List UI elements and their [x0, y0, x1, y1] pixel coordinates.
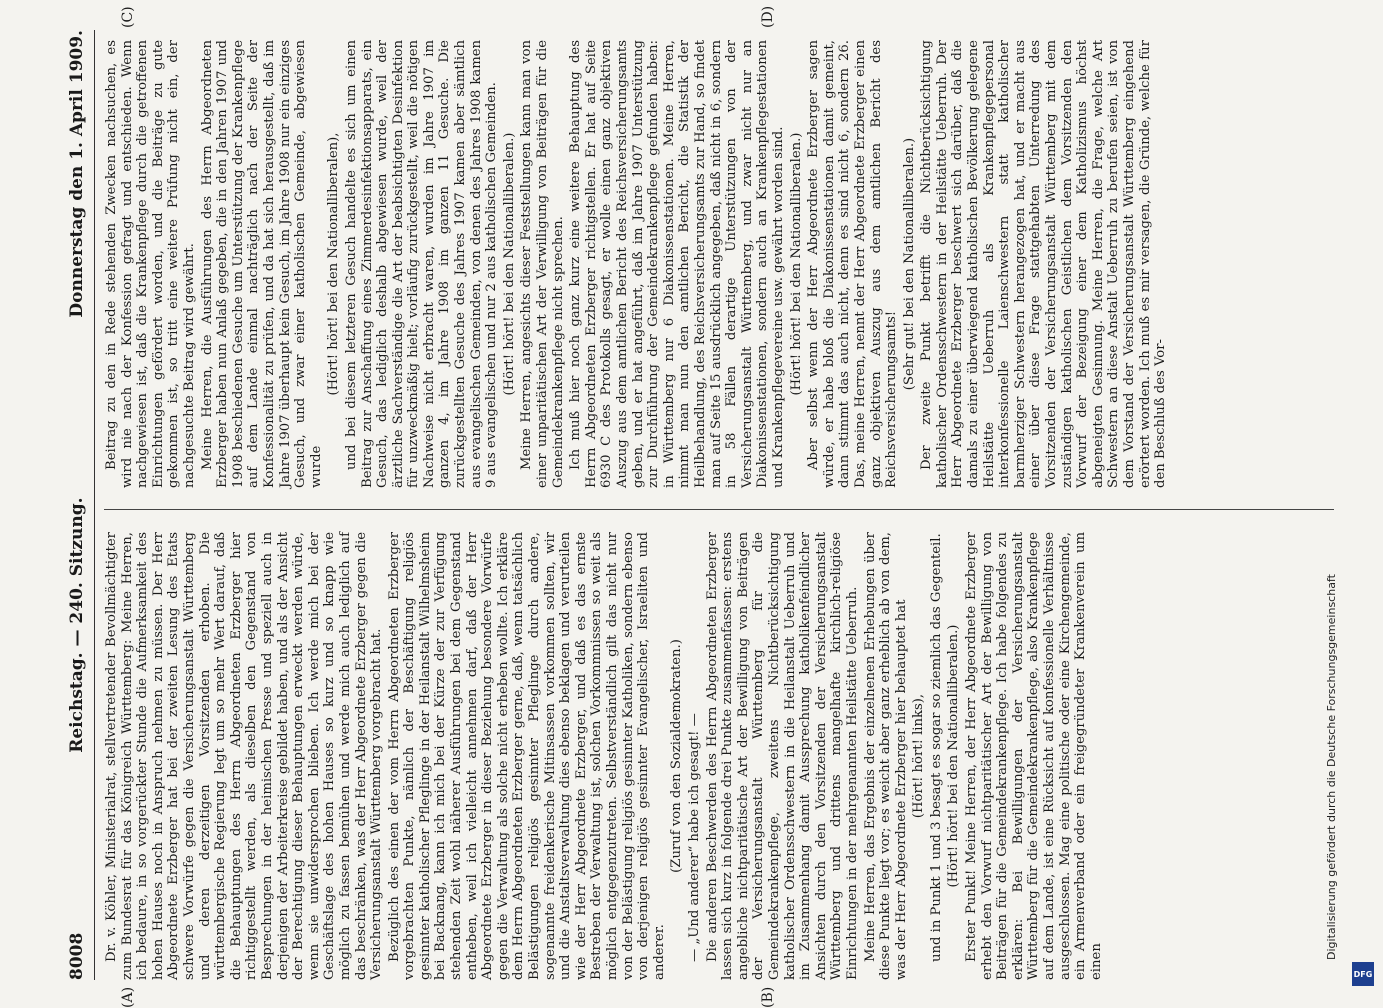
left-column — [104, 532, 1106, 980]
paragraph: Der zweite Punkt betrifft die Nichtberücksichtigung katholischer Ordensschwestern in der Heilstätte Ueberruh. Der Herr Abgeordnete Erzberger beschwert sich darüber, daß die damals zu einer überwiegend katholischen Bevölkerung gelegene Heilstätte Ueberruh als Krankenpflegepersonal interkonfessionelle Laienschwestern statt katholischer barmherziger Schwestern herangezogen hat, und er macht aus einer über diese Frage stattgehabten Unterredung des Vorsitzenden der Versicherungsanstalt Württemberg mit dem zuständigen katholischen Geistlichen dem Vorsitzenden den Vorwurf der Bezeigung einer dem Katholizismus höchst abgeneigten Gesinnung. Meine Herren, die Frage, welche Art Schwestern an diese Anstalt Ueberruh zu berufen seien, ist von dem Vorstand der Versicherungsanstalt Württemberg eingehend erörtert worden. Ich muß es mir versagen, die Gründe, welche für den Beschluß des Vor- — [919, 40, 1169, 488]
rotated-sheet — [60, 5, 1350, 1008]
marker-a: (A) — [120, 986, 136, 1008]
paragraph: Beitrag zu den in Rede stehenden Zwecken nachsuchen, es wird nie nach der Konfession gefragt und entschieden. Wenn nachgewiesen ist, daß die Krankenpflege durch die getroffenen Einrichtungen gefördert worden, und die Beiträge zu gute gekommen ist, so tritt eine weitere Prüfung nicht ein, der nachgesuchte Beitrag wird gewährt. — [104, 40, 197, 488]
digitization-text: Digitalisierung gefördert durch die Deutsche Forschungsgemeinschaft — [1325, 574, 1338, 960]
paragraph: (Hört! hört! bei den Nationalliberalen.) — [501, 132, 517, 396]
paragraph: Dr. v. Köhler, Ministerialrat, stellvertretender Bevollmächtigter zum Bundesrat für das Königreich Württemberg: Meine Herren, ich bedaure, in so vorgerückter Stunde die Aufmerksamkeit des hohen Hauses noch in Anspruch nehmen zu müssen. Der Herr Abgeordnete Erzberger hat bei der zweiten Lesung des Etats schwere Vorwürfe gegen die Versicherungsanstalt Württemberg und deren derzeitigen Vorsitzenden erhoben. Die württembergische Regierung legt um so mehr Wert darauf, daß die Behauptungen des Herrn Abgeordneten Erzberger hier richtiggestellt werden, als dieselben den Gegenstand von Besprechungen in der heimischen Presse und speziell auch in derjenigen der Arbeiterkreise gebildet haben, und als der Ansicht der Berechtigung dieser Behauptungen erweckt werden würde, wenn sie unwidersprochen blieben. Ich werde mich bei der Geschäftslage des hohen Hauses so kurz und so knapp wie möglich zu fassen bemühen und werde mich auch lediglich auf das beschränken, was der Herr Abgeordnete Erzberger gegen die Versicherungsanstalt Württemberg vorgebracht hat. — [104, 532, 385, 980]
scanned-page — [60, 5, 1350, 1008]
paragraph: Erster Punkt! Meine Herren, der Herr Abgeordnete Erzberger erhebt den Vorwurf nichtparitätischer Art der Bewilligung von Beiträgen für die Gemeindekrankenpflege. Ich habe folgendes zu erklären: Bei Bewilligungen der Versicherungsanstalt Württemberg für die Gemeindekrankenpflege, also Krankenpflege auf dem Lande, ist eine Rücksicht auf konfessionelle Verhältnisse ausgeschlossen. Mag eine politische oder eine Kirchengemeinde, ein Armenverband oder ein freigegründeter Krankenverein um einen — [964, 532, 1104, 980]
page-number: 8008 — [67, 932, 87, 980]
marker-d: (D) — [760, 5, 776, 28]
paragraph: — „Und anderer“ habe ich gesagt! — — [686, 713, 702, 962]
column-divider — [104, 509, 1334, 510]
paragraph: und in Punkt 1 und 3 besagt es sogar so ziemlich das Gegenteil. — [928, 533, 944, 962]
paragraph: (Hört! hört! bei den Nationalliberalen.) — [946, 624, 962, 888]
paragraph: Meine Herren, die Ausführungen des Herrn Abgeordneten Erzberger haben nun Anlaß gegeben, die in den Jahren 1907 und 1908 beschiedenen Gesuche um Unterstützung der Krankenpflege auf dem Lande einmal nachträglich nach der Seite der Konfessionalität zu prüfen, und da hat sich herausgestellt, daß im Jahre 1907 überhaupt kein Gesuch, im Jahre 1908 nur ein einziges Gesuch, und zwar einer katholischen Gemeinde, abgewiesen wurde — [199, 40, 324, 488]
paragraph: (Hört! hört! links), — [911, 693, 927, 819]
paragraph: (Hört! hört! bei den Nationalliberalen.) — [788, 132, 804, 396]
header-title: Reichstag. — 240. Sitzung. — [67, 497, 87, 753]
header-date: Donnerstag den 1. April 1909. — [67, 30, 87, 318]
dfg-logo: DFG — [1352, 962, 1374, 986]
digitization-note — [1325, 40, 1358, 960]
paragraph: Bezüglich des einen der vom Herrn Abgeordneten Erzberger vorgebrachten Punkte, nämlich der Beschäftigung religiös gesinnter katholischer Pfleglinge in der Heilanstalt Wilhelmsheim bei Backnang, kann ich mich bei der Kürze der zur Verfügung stehenden Zeit wohl näherer Ausführungen bei dem Gegenstand entheben, weil ich vielleicht annehmen darf, daß der Herr Abgeordnete Erzberger in dieser Beziehung besondere Vorwürfe gegen die Verwaltung als solche nicht erheben wollte. Ich erkläre dem Herrn Abgeordneten Erzberger gerne, daß, wenn tatsächlich Belästigungen religiös gesinnter Pfleglinge durch andere, sogenannte freidenkerische Mitinsassen vorkommen sollten, wir und die Anstaltsverwaltung dies ebenso beklagen und verurteilen wie der Herr Abgeordnete Erzberger, und daß es das ernste Bestreben der Verwaltung ist, solchen Vorkommnissen so weit als möglich entgegenzutreten. Selbstverständlich gilt das nicht nur von der Belästigung religiös gesinnter Katholiken, sondern ebenso von derjenigen religiös gesinnter Evangelischer, Israeliten und anderer. — [386, 532, 667, 980]
paragraph: (Zuruf von den Sozialdemokraten.) — [669, 639, 685, 873]
paragraph: Die anderen Beschwerden des Herrn Abgeordneten Erzberger lassen sich kurz in folgende drei Punkte zusammenfassen: erstens angebliche nichtparitätische Art der Bewilligung von Beiträgen der Versicherungsanstalt Württemberg für die Gemeindekrankenpflege, zweitens Nichtberücksichtigung katholischer Ordensschwestern in die Heilanstalt Ueberruh und im Zusammenhang damit Aussprechung katholikenfeindlicher Ansichten durch den Vorsitzenden der Versicherungsanstalt Württemberg und drittens mangelhafte kirchlich-religiöse Einrichtungen in der mehrgenannten Heilstätte Ueberruh. — [704, 532, 860, 980]
paragraph: (Hört! hört! bei den Nationalliberalen), — [326, 132, 342, 396]
paragraph: und bei diesem letzteren Gesuch handelte es sich um einen Beitrag zur Anschaffung eines Zimmerdesinfektionsapparats, ein Gesuch, das lediglich deshalb abgewiesen wurde, weil der ärztliche Sachverständige die Art der beabsichtigten Desinfektion für unzweckmäßig hielt; vorläufig zurückgestellt, weil die nötigen Nachweise nicht erbracht waren, wurden im Jahre 1907 im ganzen 4, im Jahre 1908 im ganzen 11 Gesuche. Die zurückgestellten Gesuche des Jahres 1907 kamen aber sämtlich aus evangelischen Gemeinden, von denen des Jahres 1908 kamen 9 aus evangelischen und nur 2 aus katholischen Gemeinden. — [343, 40, 500, 488]
paragraph: Meine Herren, angesichts dieser Feststellungen kann man von einer unparitätischen Art der Verwilligung von Beiträgen für die Gemeindekrankenpflege nicht sprechen. — [519, 40, 566, 488]
right-column — [104, 40, 1171, 488]
paragraph: Aber selbst wenn der Herr Abgeordnete Erzberger sagen würde, er habe bloß die Diakonissenstationen damit gemeint, dann stimmt das auch nicht, denn es sind nicht 6, sondern 26. Das, meine Herren, nennt der Herr Abgeordnete Erzberger einen ganz objektiven Auszug aus dem amtlichen Bericht des Reichsversicherungsamts! — [806, 40, 900, 488]
paragraph: Ich muß hier noch ganz kurz eine weitere Behauptung des Herrn Abgeordneten Erzberger richtigstellen. Er hat auf Seite 6930 C des Protokolls gesagt, er wolle einen ganz objektiven Auszug aus dem amtlichen Bericht des Reichsversicherungsamts geben, und er hat angeführt, daß im Jahre 1907 Unterstützung zur Durchführung der Gemeindekrankenpflege gefunden haben: in Württemberg nur 6 Diakonissenstationen. Meine Herren, nimmt man nun den amtlichen Bericht, die Statistik der Heilbehandlung, des Reichsversicherungsamts zur Hand, so findet man auf Seite 15 ausdrücklich angegeben, daß nicht in 6, sondern in 58 Fällen derartige Unterstützungen von der Versicherungsanstalt Württemberg, und zwar nicht nur an Diakonissenstationen, sondern auch an Krankenpflegestationen und Krankenpflegevereine usw. gewährt worden sind. — [568, 40, 786, 488]
marker-b: (B) — [760, 986, 776, 1008]
page-header — [60, 30, 95, 980]
paragraph: (Sehr gut! bei den Nationalliberalen.) — [901, 137, 917, 391]
marker-c: (C) — [120, 6, 136, 28]
paragraph: Meine Herren, das Ergebnis der einzelnenen Erhebungen über diese Punkte liegt vor; es weicht aber ganz erheblich ab von dem, was der Herr Abgeordnete Erzberger hier behauptet hat — [862, 532, 909, 980]
